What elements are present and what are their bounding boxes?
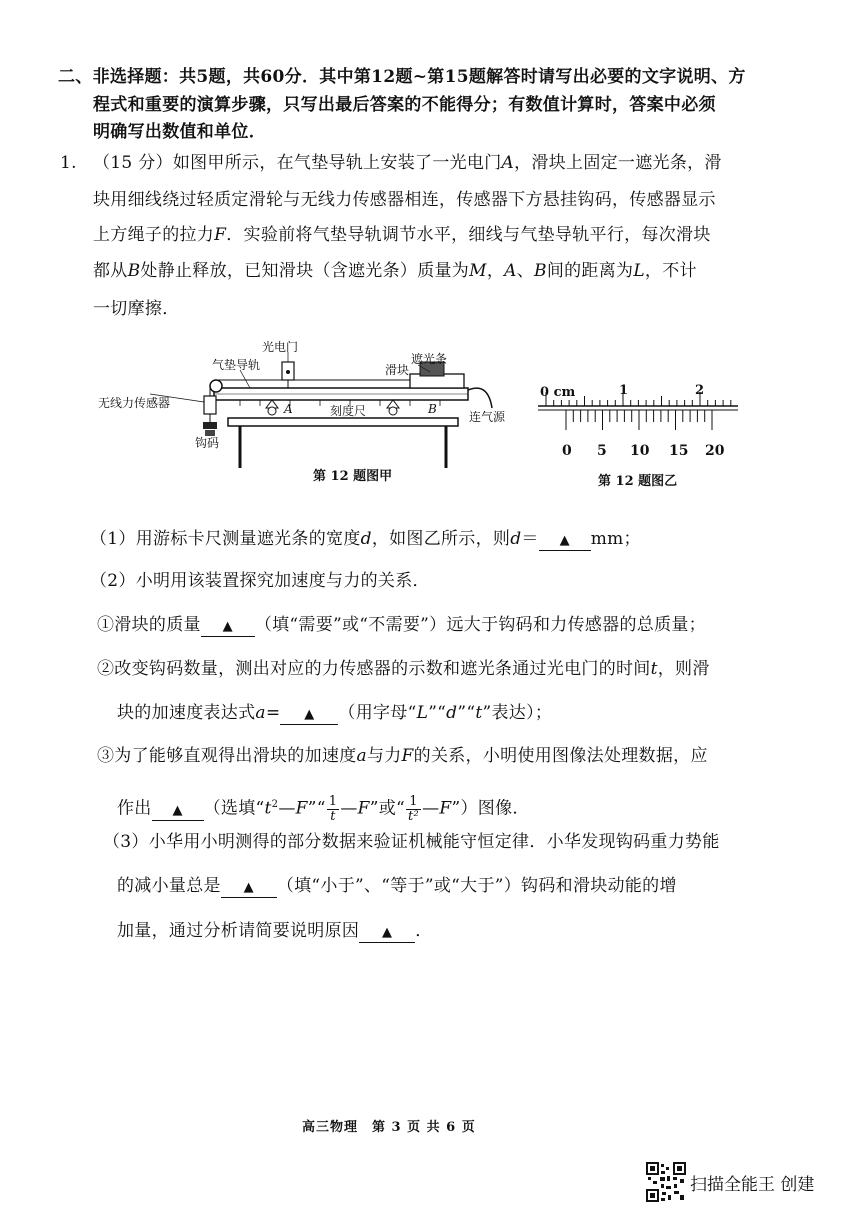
main-scale-label-0: 0 cm (540, 385, 576, 400)
page-footer: 高三物理 第 3 页 共 6 页 (302, 1120, 476, 1135)
figure-b-caption: 第 12 题图乙 (598, 474, 678, 489)
label-weights: 钩码 (195, 436, 220, 450)
label-shade-strip: 遮光条 (411, 352, 448, 366)
answer-blank-1[interactable]: ▲ (539, 532, 591, 551)
label-photogate: 光电门 (262, 340, 299, 354)
answer-blank-3[interactable]: ▲ (280, 706, 338, 725)
section-header-line-1: 二、非选择题：共5题，共60分．其中第12题~第15题解答时请写出必要的文字说明、方 (58, 67, 746, 87)
label-point-b: B (428, 402, 437, 416)
question-number: 1. (60, 153, 77, 173)
section-header-line-3: 明确写出数值和单位． (93, 122, 266, 142)
label-slider: 滑块 (385, 363, 410, 377)
answer-blank-6[interactable]: ▲ (359, 924, 415, 943)
question-line-3: 上方绳子的拉力F．实验前将气垫导轨调节水平，细线与气垫导轨平行，每次滑块 (93, 225, 711, 245)
part-2-step-2-line-1: ②改变钩码数量，测出对应的力传感器的示数和遮光条通过光电门的时间t，则滑 (97, 659, 710, 679)
label-sensor: 无线力传感器 (98, 396, 171, 410)
part-3-line-3: 加量，通过分析请简要说明原因 ▲ ． (117, 921, 433, 941)
part-2-step-1: ①滑块的质量 ▲ （填“需要”或“不需要”）远大于钩码和力传感器的总质量； (97, 615, 706, 635)
main-scale-label-2: 2 (695, 383, 705, 398)
vernier-label-0: 0 (562, 443, 572, 459)
label-point-a: A (284, 402, 293, 416)
vernier-label-20: 20 (705, 443, 725, 459)
main-scale-label-1: 1 (619, 383, 629, 398)
part-3-line-1: （3）小华用小明测得的部分数据来验证机械能守恒定律．小华发现钩码重力势能 (103, 832, 720, 852)
watermark-text: 扫描全能王 创建 (690, 1175, 815, 1195)
section-header-line-2: 程式和重要的演算步骤，只写出最后答案的不能得分；有数值计算时，答案中必须 (93, 95, 716, 115)
label-scale: 刻度尺 (330, 404, 367, 418)
figure-a-caption: 第 12 题图甲 (313, 469, 393, 484)
question-line-2: 块用细线绕过轻质定滑轮与无线力传感器相连，传感器下方悬挂钩码，传感器显示 (93, 190, 716, 210)
part-2-step-3-line-1: ③为了能够直观得出滑块的加速度a与力F的关系，小明使用图像法处理数据，应 (97, 746, 708, 766)
part-2: （2）小明用该装置探究加速度与力的关系． (90, 571, 430, 591)
vernier-label-10: 10 (630, 443, 650, 459)
vernier-label-5: 5 (597, 443, 607, 459)
answer-blank-2[interactable]: ▲ (201, 618, 255, 637)
question-line-5: 一切摩擦． (93, 299, 180, 319)
answer-blank-5[interactable]: ▲ (221, 879, 277, 898)
part-3-line-2: 的减小量总是 ▲ （填“小于”、“等于”或“大于”）钩码和滑块动能的增 (117, 876, 677, 896)
part-1: （1）用游标卡尺测量遮光条的宽度d，如图乙所示，则d＝ ▲ mm； (90, 529, 641, 549)
label-air-track: 气垫导轨 (212, 358, 261, 372)
vernier-label-15: 15 (669, 443, 689, 459)
question-line-4: 都从B处静止释放，已知滑块（含遮光条）质量为M，A、B间的距离为L，不计 (93, 261, 697, 281)
fraction-1-over-t-squared: $\frac{1}{\text{t²}}$ (408, 793, 420, 824)
answer-blank-4[interactable]: ▲ (152, 802, 204, 821)
part-2-step-2-line-2: 块的加速度表达式a= ▲ （用字母“L”“d”“t”表达）； (117, 703, 553, 723)
qr-code-icon (646, 1162, 686, 1202)
question-line-1: （15 分）如图甲所示，在气垫导轨上安装了一光电门A，滑块上固定一遮光条，滑 (93, 153, 722, 173)
fraction-1-over-t: $\frac{1}{t}$ (328, 793, 338, 824)
label-air-source: 连气源 (469, 410, 506, 424)
part-2-step-3-line-2: 作出 ▲ （选填“$t^2—F”“$ $\frac{1}{t}$ —F”或“ $\frac{1}{\text{t²}}$ —F”）图像． (117, 793, 530, 824)
